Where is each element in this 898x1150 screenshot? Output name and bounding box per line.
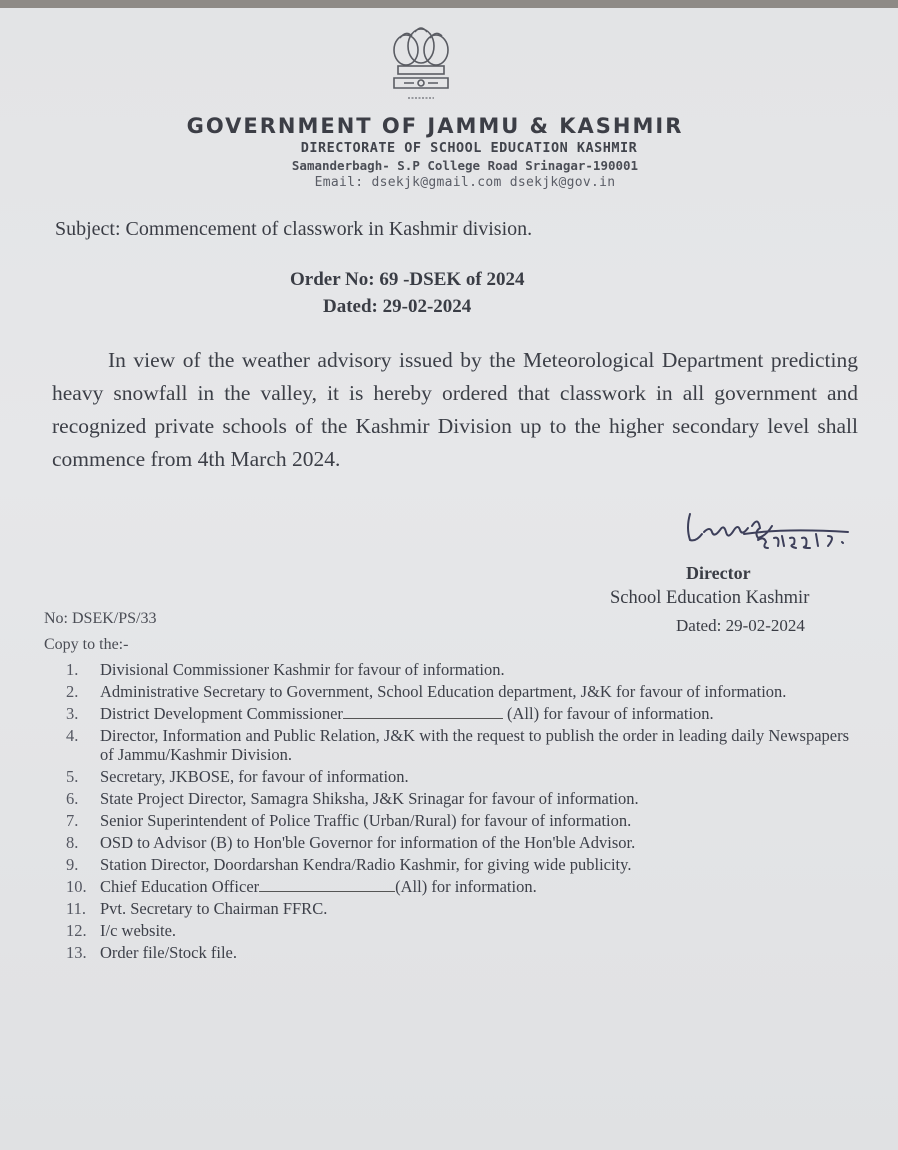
item-text: State Project Director, Samagra Shiksha, J&K Srinagar for favour of information. [100,789,639,808]
list-item [66,660,850,679]
national-emblem-icon [384,20,458,104]
list-item [66,767,850,786]
item-text-suffix: (All) for favour of information. [507,704,714,723]
item-number: 13. [66,943,87,962]
order-heading [290,266,525,320]
order-body-text: In view of the weather advisory issued by the Meteorological Department predicting heavy snowfall in the valley, it is hereby ordered that classwork in all government and recognized private schools of the Kashmir Division up to the higher secondary level shall commence from 4th March 2024. [52,348,858,471]
order-date: Dated: 29-02-2024 [323,296,472,317]
photo-top-edge [0,0,898,8]
item-text: Administrative Secretary to Government, School Education department, J&K for favour of information. [100,682,787,701]
item-number: 9. [66,855,79,874]
list-item [66,682,850,701]
list-item [66,899,850,918]
fill-in-blank [259,891,395,892]
office-address: Samanderbagh- S.P College Road Srinagar-190001 [291,158,639,173]
item-number: 4. [66,726,79,745]
signatory-designation: Director [686,563,751,583]
copy-to-heading: Copy to the:- [44,636,129,653]
subject-line: Subject: Commencement of classwork in Kashmir division. [55,218,533,240]
reference-number: No: DSEK/PS/33 [44,610,157,627]
copy-to-list [66,660,850,965]
list-item [66,943,850,962]
list-item [66,726,850,764]
signatory-date: Dated: 29-02-2024 [676,616,805,635]
government-title: GOVERNMENT OF JAMMU & KASHMIR [186,114,684,138]
item-text: Order file/Stock file. [100,943,237,962]
item-number: 3. [66,704,79,723]
item-number: 2. [66,682,79,701]
item-number: 6. [66,789,79,808]
directorate-title: DIRECTORATE OF SCHOOL EDUCATION KASHMIR [300,140,638,156]
item-number: 8. [66,833,79,852]
fill-in-blank [343,718,503,719]
list-item [66,855,850,874]
order-body [52,344,858,476]
item-text: Station Director, Doordarshan Kendra/Radio Kashmir, for giving wide publicity. [100,855,632,874]
list-item [66,789,850,808]
list-item [66,921,850,940]
item-text: Secretary, JKBOSE, for favour of information. [100,767,409,786]
item-text-suffix: (All) for information. [395,877,537,896]
item-number: 7. [66,811,79,830]
item-number: 12. [66,921,87,940]
handwritten-signature [682,508,862,570]
item-text: OSD to Advisor (B) to Hon'ble Governor for information of the Hon'ble Advisor. [100,833,636,852]
list-item [66,877,850,896]
item-number: 11. [66,899,87,918]
item-number: 1. [66,660,79,679]
list-item [66,704,850,723]
order-number: Order No: 69 -DSEK of 2024 [290,269,525,290]
office-email: Email: dsekjk@gmail.com dsekjk@gov.in [314,175,616,190]
item-text: District Development Commissioner [100,704,343,723]
item-text: Director, Information and Public Relation, J&K with the request to publish the order in leading daily Newspapers of Jammu/Kashmir Division. [100,726,850,764]
list-item [66,833,850,852]
item-text: Chief Education Officer [100,877,260,896]
list-item [66,811,850,830]
signatory-office: School Education Kashmir [610,588,810,608]
item-text: Divisional Commissioner Kashmir for favour of information. [100,660,505,679]
item-number: 5. [66,767,79,786]
item-text: I/c website. [100,921,177,940]
item-number: 10. [66,877,87,896]
item-text: Pvt. Secretary to Chairman FFRC. [100,899,328,918]
item-text: Senior Superintendent of Police Traffic (Urban/Rural) for favour of information. [100,811,632,830]
